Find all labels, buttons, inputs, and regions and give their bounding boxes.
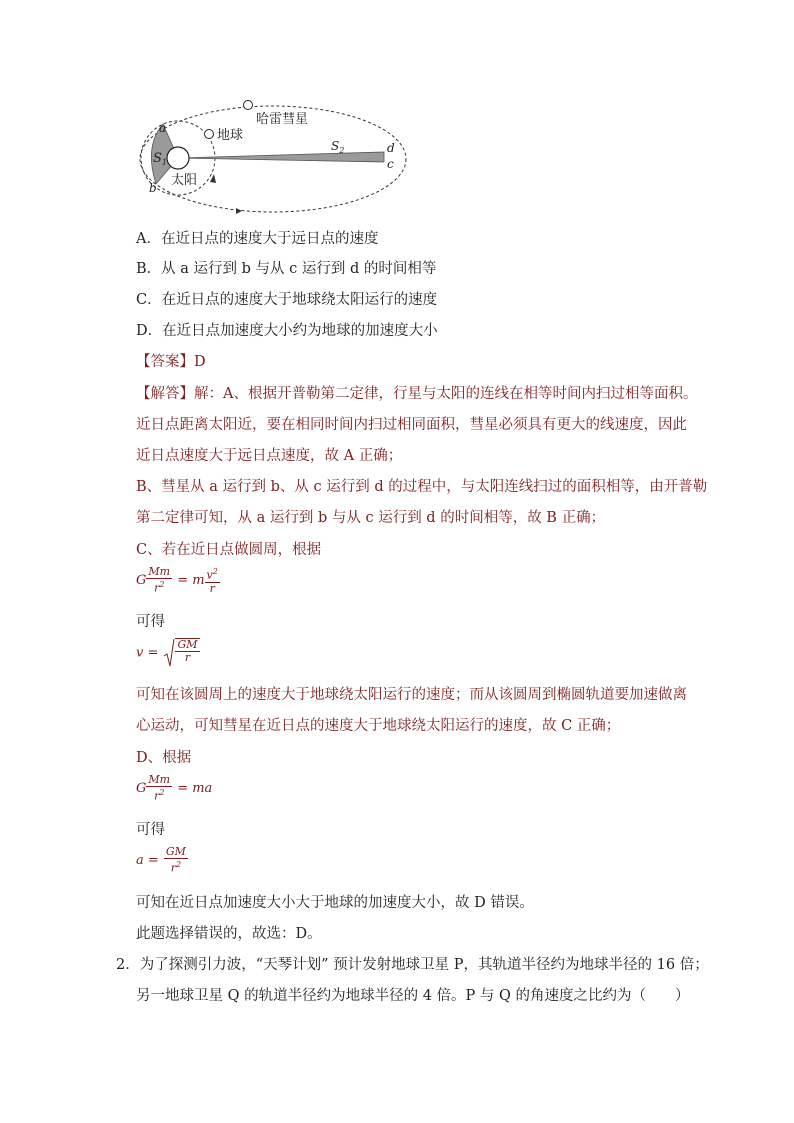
answer-label: 【答案】	[136, 354, 194, 370]
f1-num2-sq: 2	[212, 567, 218, 576]
f4-den: r	[170, 861, 176, 875]
question-2-line-2: 另一地球卫星 Q 的轨道半径约为地球半径的 4 倍。P 与 Q 的角速度之比约为（ ）	[136, 988, 690, 1004]
analysis-line-5: 第二定律可知，从 a 运行到 b 与从 c 运行到 d 的时间相等，故 B 正确；	[136, 510, 606, 526]
formula-gravity-centripetal	[136, 566, 220, 595]
analysis-line-2: 近日点距离太阳近，要在相同时间内扫过相同面积，彗星必须具有更大的线速度，因此	[136, 417, 687, 433]
label-d: d	[387, 141, 395, 155]
f1-den2: r	[209, 581, 215, 595]
label-comet: 哈雷彗星	[256, 112, 309, 127]
option-b: B．从 a 运行到 b 与从 c 运行到 d 的时间相等	[136, 261, 437, 277]
f1-den-sq: 2	[159, 580, 165, 589]
f1-num2: v	[206, 568, 213, 582]
f3-den-sq: 2	[159, 788, 165, 797]
f1-g: G	[136, 572, 147, 588]
orbit-diagram	[136, 96, 411, 218]
f3-num: Mm	[148, 773, 171, 786]
option-d: D．在近日点加速度大小约为地球的加速度大小	[136, 323, 438, 339]
formula-gravity-acceleration	[136, 774, 212, 803]
analysis-line-13: 此题选择错误的，故选：D。	[136, 926, 322, 942]
label-s2: $S_2$	[331, 139, 345, 155]
option-c: C．在近日点的速度大于地球绕太阳运行的速度	[136, 292, 438, 308]
question-2-number: 2．	[116, 957, 140, 973]
f3-g: G	[136, 780, 147, 796]
sun-circle	[167, 147, 189, 169]
analysis-text: 解：A、根据开普勒第二定律，行星与太阳的连线在相等时间内扫过相等面积。	[194, 386, 698, 402]
label-a: a	[159, 121, 167, 135]
label-c: c	[387, 157, 394, 171]
area-s2	[178, 152, 384, 162]
option-a: A．在近日点的速度大于远日点的速度	[136, 231, 379, 247]
f1-eq: = m	[177, 572, 205, 588]
analysis-line-6: C、若在近日点做圆周，根据	[136, 542, 322, 558]
formula-acceleration	[136, 846, 188, 875]
analysis-line-3: 近日点速度大于远日点速度，故 A 正确；	[136, 448, 403, 464]
label-sun: 太阳	[171, 173, 198, 188]
analysis-line-4: B、彗星从 a 运行到 b、从 c 运行到 d 的过程中，与太阳连线扫过的面积相等，由开普勒	[136, 479, 708, 495]
question-2-text-1: 为了探测引力波，“天琴计划” 预计发射地球卫星 P，其轨道半径约为地球半径的 16 倍；	[139, 957, 709, 973]
analysis-line-1	[136, 384, 697, 404]
f4-num: GM	[165, 845, 186, 858]
f2-lhs: v =	[136, 645, 159, 661]
f4-lhs: a =	[136, 852, 159, 868]
answer-line	[136, 352, 206, 372]
question-2-line-1	[116, 955, 709, 975]
analysis-line-9: 心运动，可知彗星在近日点的速度大于地球绕太阳运行的速度，故 C 正确；	[136, 718, 621, 734]
formula-velocity	[136, 638, 200, 668]
comet-circle	[244, 101, 253, 110]
analysis-line-7: 可得	[136, 614, 165, 630]
analysis-label: 【解答】	[136, 386, 194, 402]
analysis-line-8: 可知在该圆周上的速度大于地球绕太阳运行的速度；而从该圆周到椭圆轨道要加速做离	[136, 687, 687, 703]
f3-rhs: = ma	[177, 780, 213, 796]
arrow-comet-orbit-icon	[236, 208, 242, 214]
f2-num: GM	[177, 638, 198, 651]
analysis-line-10: D、根据	[136, 750, 192, 766]
f1-den: r	[154, 581, 160, 595]
f4-den-sq: 2	[175, 860, 182, 869]
label-s1: $S_1$	[153, 151, 167, 167]
label-b: b	[149, 181, 157, 195]
analysis-line-11: 可得	[136, 822, 165, 838]
f1-num: Mm	[148, 565, 171, 578]
analysis-line-12: 可知在近日点加速度大小大于地球的加速度大小，故 D 错误。	[136, 895, 534, 911]
earth-circle	[205, 130, 214, 139]
f2-den: r	[184, 651, 191, 664]
answer-value: D	[194, 354, 206, 370]
f3-den: r	[154, 789, 160, 803]
sqrt-icon	[163, 638, 175, 668]
label-earth: 地球	[217, 128, 244, 143]
